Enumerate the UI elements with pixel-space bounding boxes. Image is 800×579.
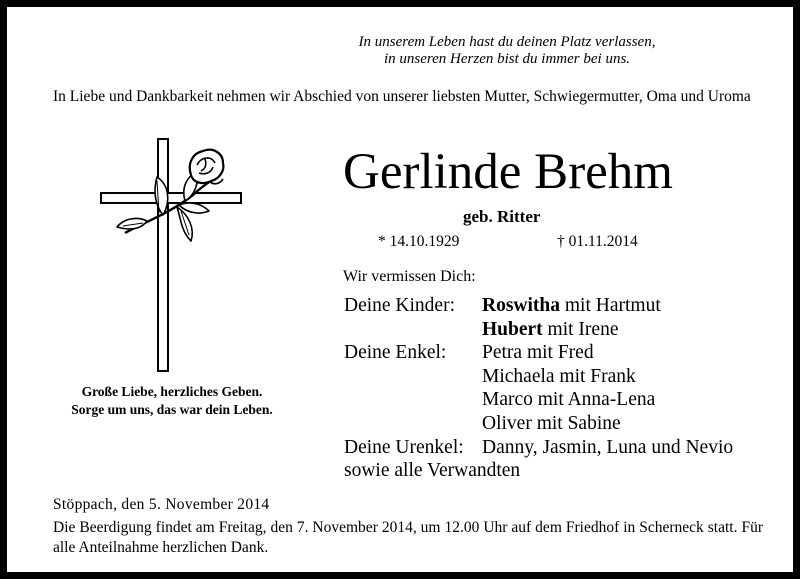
family-member-entry: Marco mit Anna-Lena <box>482 389 656 411</box>
family-member-entry: Petra mit Fred <box>482 342 594 364</box>
family-group-label: Deine Enkel: <box>344 342 447 364</box>
poem-line-1: In unserem Leben hast du deinen Platz verlassen, <box>358 34 656 50</box>
family-member-name: Roswitha <box>482 295 561 316</box>
family-row <box>344 412 774 436</box>
family-group-label: Deine Urenkel: <box>344 436 464 458</box>
deceased-name: Gerlinde Brehm <box>343 144 673 200</box>
birth-date: * 14.10.1929 <box>378 233 460 250</box>
intro-text: In Liebe und Dankbarkeit nehmen wir Abschied von unserer liebsten Mutter, Schwiegermutter, Oma und Uroma <box>53 88 751 105</box>
miss-line: Wir vermissen Dich: <box>343 268 476 285</box>
family-row <box>344 318 774 342</box>
caption-line-1: Große Liebe, herzliches Geben. <box>81 384 263 399</box>
family-list <box>344 294 774 483</box>
family-member-entry: Oliver mit Sabine <box>482 412 621 434</box>
caption-line-2: Sorge um uns, das war dein Leben. <box>71 402 273 417</box>
family-member-name: Hubert <box>482 318 543 340</box>
family-member-entry: Michaela mit Frank <box>482 365 636 387</box>
verse-caption <box>47 383 297 419</box>
funeral-info: Die Beerdigung findet am Freitag, den 7. November 2014, um 12.00 Uhr auf dem Friedhof in Scherneck statt. Für alle Anteilnahme herzlichen Dank. <box>53 519 763 556</box>
place-date: Stöppach, den 5. November 2014 <box>53 496 270 513</box>
maiden-name: geb. Ritter <box>463 207 541 226</box>
death-date: † 01.11.2014 <box>557 233 638 250</box>
cross-with-rose <box>95 135 255 375</box>
poem <box>337 34 677 68</box>
family-row <box>344 341 774 365</box>
family-row <box>344 294 774 318</box>
relatives-line: sowie alle Verwandten <box>344 460 521 482</box>
family-member-spouse: mit Irene <box>542 318 619 340</box>
poem-line-2: in unseren Herzen bist du immer bei uns. <box>383 51 631 67</box>
family-member-entry: Danny, Jasmin, Luna und Nevio <box>482 436 734 458</box>
family-member-spouse: mit Hartmut <box>560 295 661 316</box>
family-row <box>344 436 774 460</box>
family-group-label: Deine Kinder: <box>344 295 456 316</box>
family-row <box>344 388 774 412</box>
family-row <box>344 365 774 389</box>
